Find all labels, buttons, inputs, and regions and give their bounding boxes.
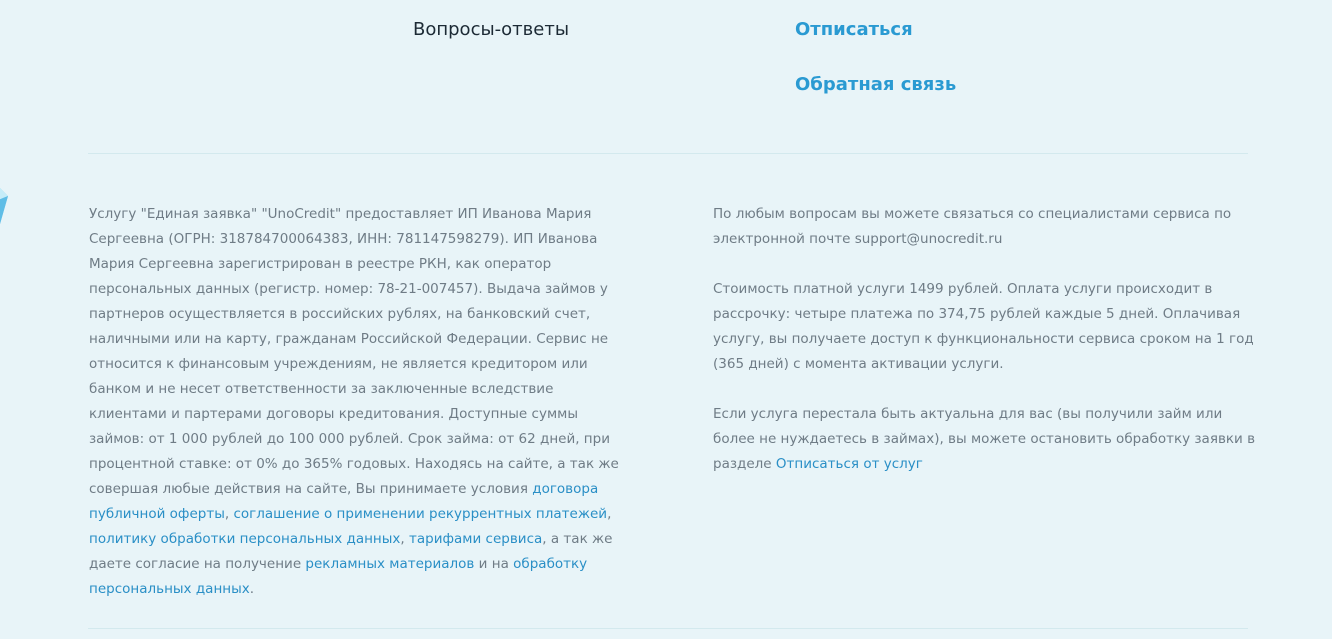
ads-materials-link[interactable]: рекламных материалов [305,556,475,572]
nav-unsubscribe-link[interactable]: Отписаться [795,19,913,40]
privacy-policy-link[interactable]: политику обработки персональных данных [89,531,401,547]
separator: , [400,531,409,547]
separator: , [607,506,612,522]
legal-text: . [249,581,255,597]
legal-text: и на [474,556,514,572]
bottom-divider [88,628,1248,629]
nav-feedback-link[interactable]: Обратная связь [795,74,957,95]
personal-data-processing-link[interactable]: обработку персональных данных [89,556,588,597]
pricing-info: Стоимость платной услуги 1499 рублей. Оплата услуги происходит в рассрочку: четыре платежа по 374,75 рублей каждые 5 дней. Оплачивая услугу, вы получаете доступ к функциональности сервиса сроком на 1 год (365 дней) с момента активации услуги. [713,281,1254,372]
top-divider [88,153,1248,154]
unsubscribe-info [713,402,1258,477]
recurring-payments-link[interactable]: соглашение о применении рекуррентных платежей [233,506,608,522]
legal-disclaimer [89,202,624,602]
legal-text: , а так же даете согласие на получение [89,531,613,572]
contact-info: По любым вопросам вы можете связаться со специалистами сервиса по электронной почте support@unocredit.ru [713,206,1232,247]
nav-faq-link[interactable]: Вопросы-ответы [413,19,570,40]
unsubscribe-text: Если услуга перестала быть актуальна для вас (вы получили займ или более не нуждаетесь в займах), вы можете остановить обработку заявки в разделе [713,406,1256,472]
service-info [713,202,1258,502]
unsubscribe-services-link[interactable]: Отписаться от услуг [775,456,923,472]
legal-text: Услугу "Единая заявка" "UnoCredit" предоставляет ИП Иванова Мария Сергеевна (ОГРН: 318784700064383, ИНН: 781147598279). ИП Иванова Мария Сергеевна зарегистрирован в реестре РКН, как оператор персональных данных (регистр. номер: 78-21-007457). Выдача займов у партнеров осуществляется в российских рублях, на банковский счет, наличными или на карту, гражданам Российской Федерации. Сервис не относится к финансовым учреждениям, не является кредитором или банком и не несет ответственности за заключенные вследствие клиентами и партерами договоры кредитования. Доступные суммы займов: от 1 000 рублей до 100 000 рублей. Срок займа: от 62 дней, при процентной ставке: от 0% до 365% годовых. Находясь на сайте, а так же совершая любые действия на сайте, Вы принимаете условия [89,206,619,497]
tariffs-link[interactable]: тарифами сервиса [409,531,543,547]
crystal-icon [0,178,8,224]
offer-agreement-link[interactable]: договора публичной оферты [89,481,599,522]
separator: , [224,506,234,522]
